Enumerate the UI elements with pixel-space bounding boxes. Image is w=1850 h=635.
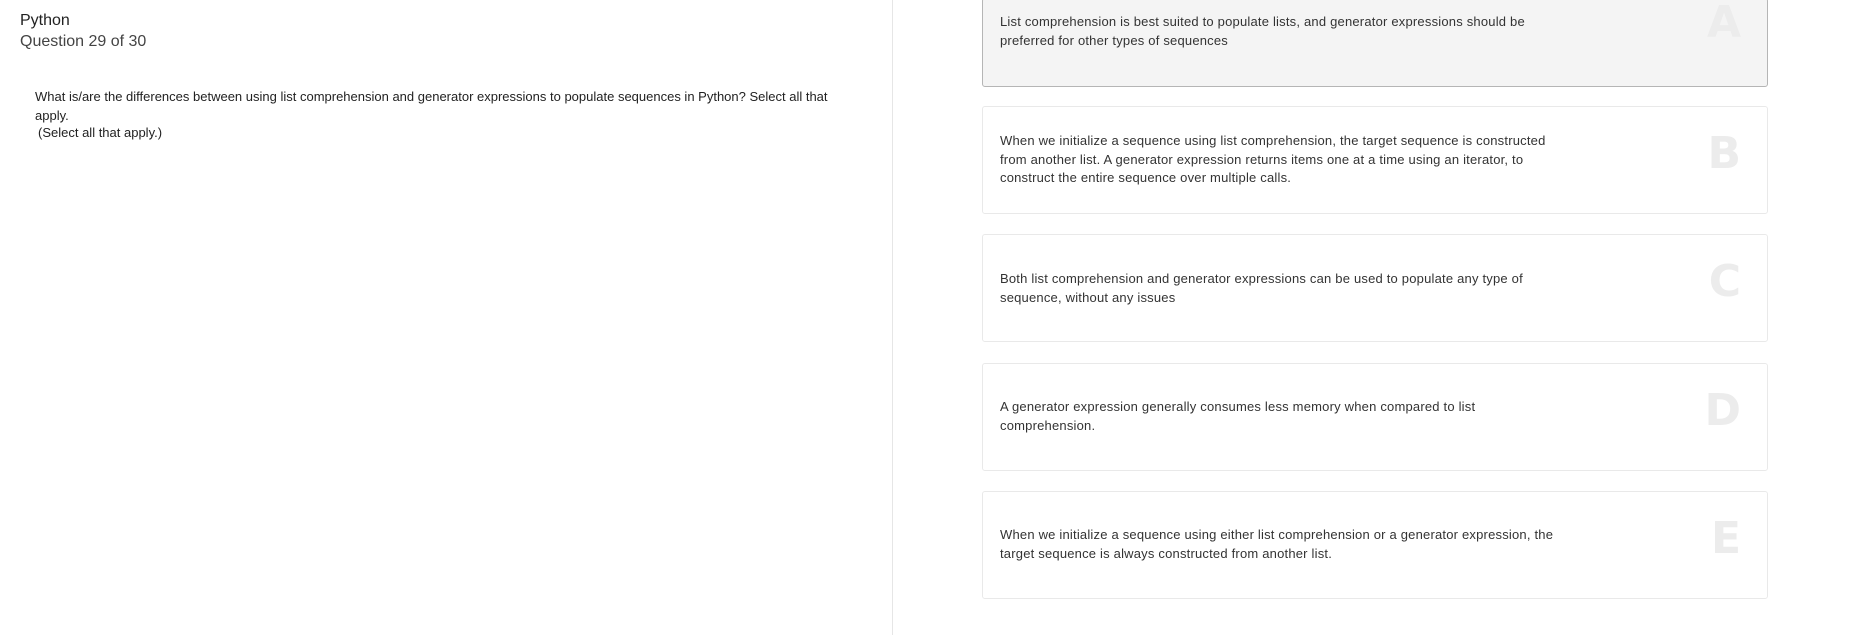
answer-text: List comprehension is best suited to populate lists, and generator expressions should be preferred for other types of sequences <box>1000 14 1525 48</box>
answer-text: When we initialize a sequence using list comprehension, the target sequence is constructed from another list. A generator expression returns items one at a time using an iterator, to construct the entire sequence over multiple calls. <box>1000 133 1546 185</box>
answer-letter: C <box>1708 256 1741 307</box>
question-hint: (Select all that apply.) <box>38 125 163 140</box>
answer-letter: D <box>1704 385 1741 436</box>
answer-option-b[interactable] <box>982 106 1768 214</box>
answer-text: When we initialize a sequence using either list comprehension or a generator expression, the target sequence is always constructed from another list. <box>1000 527 1554 561</box>
answer-letter: B <box>1707 128 1741 179</box>
answer-option-d[interactable] <box>982 363 1768 471</box>
course-title: Python <box>20 12 70 29</box>
answer-letter: A <box>1706 0 1741 48</box>
answer-option-a[interactable] <box>982 0 1768 87</box>
answer-letter: E <box>1710 513 1741 564</box>
question-counter: Question 29 of 30 <box>20 33 147 50</box>
answer-text: A generator expression generally consumes less memory when compared to list comprehension. <box>1000 399 1476 433</box>
answer-option-e[interactable] <box>982 491 1768 599</box>
question-text: What is/are the differences between using list comprehension and generator expressions to populate sequences in Python? Select all that apply. <box>35 89 828 123</box>
answer-text: Both list comprehension and generator expressions can be used to populate any type of sequence, without any issues <box>1000 271 1523 305</box>
question-pane <box>0 0 893 635</box>
answer-option-c[interactable] <box>982 234 1768 342</box>
